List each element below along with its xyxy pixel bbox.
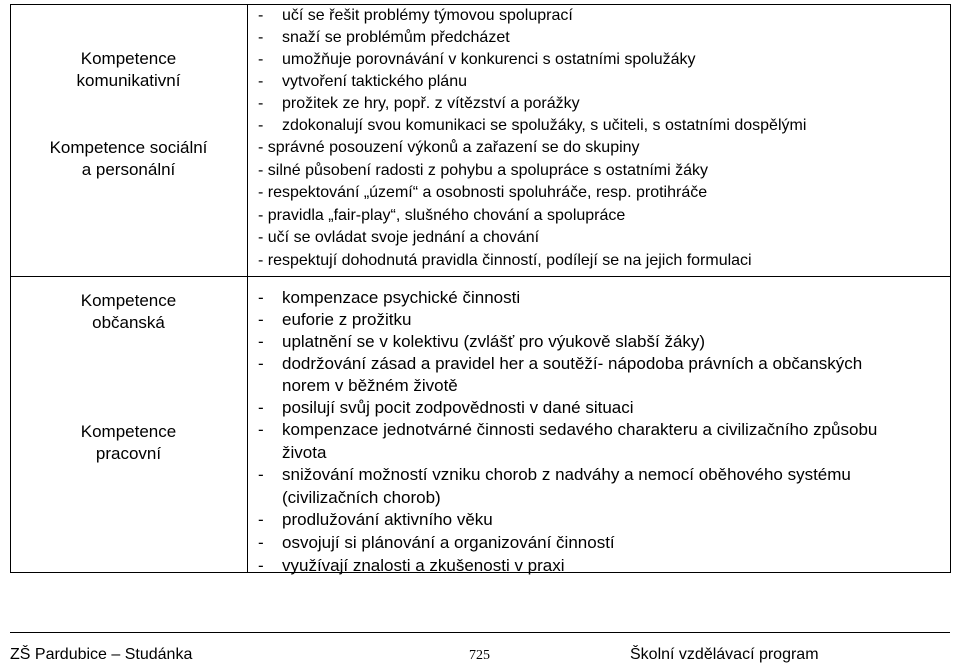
list-item: - osvojují si plánování a organizování činností (258, 532, 615, 552)
label-line: Kompetence (80, 291, 177, 310)
footer-page-number: 725 (469, 648, 490, 663)
list-item-continuation: života (282, 442, 327, 462)
label-line: občanská (92, 313, 165, 332)
list-item-continuation: (civilizačních chorob) (282, 487, 441, 507)
footer-school-name: ZŠ Pardubice – Studánka (10, 646, 193, 663)
list-item: - zdokonalují svou komunikaci se spolužáky, s učiteli, s ostatními dospělými (258, 117, 807, 134)
label-line: Kompetence (80, 422, 177, 441)
list-item: - euforie z prožitku (258, 310, 412, 329)
table-divider-column (247, 4, 248, 573)
list-item: - respektování „území“ a osobnosti spoluhráče, resp. protihráče (258, 184, 708, 201)
list-item: - umožňuje porovnávání v konkurenci s ostatními spolužáky (258, 51, 696, 68)
list-item: - snižování možností vzniku chorob z nadváhy a nemocí oběhového systému (258, 465, 851, 485)
list-item: - posilují svůj pocit zodpovědnosti v dané situaci (258, 398, 634, 417)
list-obcanska (258, 287, 958, 419)
label-line: Kompetence sociální (49, 138, 208, 157)
list-item: - prodlužování aktivního věku (258, 510, 493, 530)
list-item: - vytvoření taktického plánu (258, 73, 467, 90)
label-line: Kompetence (80, 49, 177, 68)
footer-rule (10, 632, 950, 633)
list-item: - pravidla „fair-play“, slušného chování a spolupráce (258, 206, 626, 224)
list-item: - uplatnění se v kolektivu (zvlášť pro výukově slabší žáky) (258, 332, 706, 351)
label-kompetence-socialni (10, 137, 247, 181)
list-item: - učí se řešit problémy týmovou spoluprací (258, 7, 573, 24)
label-line: a personální (81, 160, 176, 179)
list-socialni (258, 137, 958, 272)
label-kompetence-komunikativni (10, 48, 247, 92)
label-line: pracovní (95, 444, 162, 463)
table-row-divider (10, 276, 951, 277)
list-pracovni (258, 419, 958, 577)
label-kompetence-pracovni (10, 421, 247, 465)
list-item: - dodržování zásad a pravidel her a soutěží- nápodoba právních a občanských (258, 354, 863, 373)
list-komunikativni (258, 5, 958, 137)
label-line: komunikativní (76, 71, 181, 90)
list-item: - kompenzace jednotvárné činnosti sedavého charakteru a civilizačního způsobu (258, 420, 878, 439)
list-item: - respektují dohodnutá pravidla činností, podílejí se na jejich formulaci (258, 251, 752, 269)
list-item: - správné posouzení výkonů a zařazení se do skupiny (258, 139, 640, 156)
list-item: - silné působení radosti z pohybu a spolupráce s ostatními žáky (258, 161, 709, 179)
label-kompetence-obcanska (10, 290, 247, 334)
list-item: - snaží se problémům předcházet (258, 29, 510, 46)
list-item-continuation: norem v běžném životě (282, 376, 458, 395)
list-item: - kompenzace psychické činnosti (258, 288, 521, 307)
list-item: - prožitek ze hry, popř. z vítězství a porážky (258, 95, 580, 112)
footer-document-title: Školní vzdělávací program (630, 646, 819, 663)
list-item: - učí se ovládat svoje jednání a chování (258, 229, 540, 246)
list-item: - využívají znalosti a zkušenosti v praxi (258, 555, 565, 575)
